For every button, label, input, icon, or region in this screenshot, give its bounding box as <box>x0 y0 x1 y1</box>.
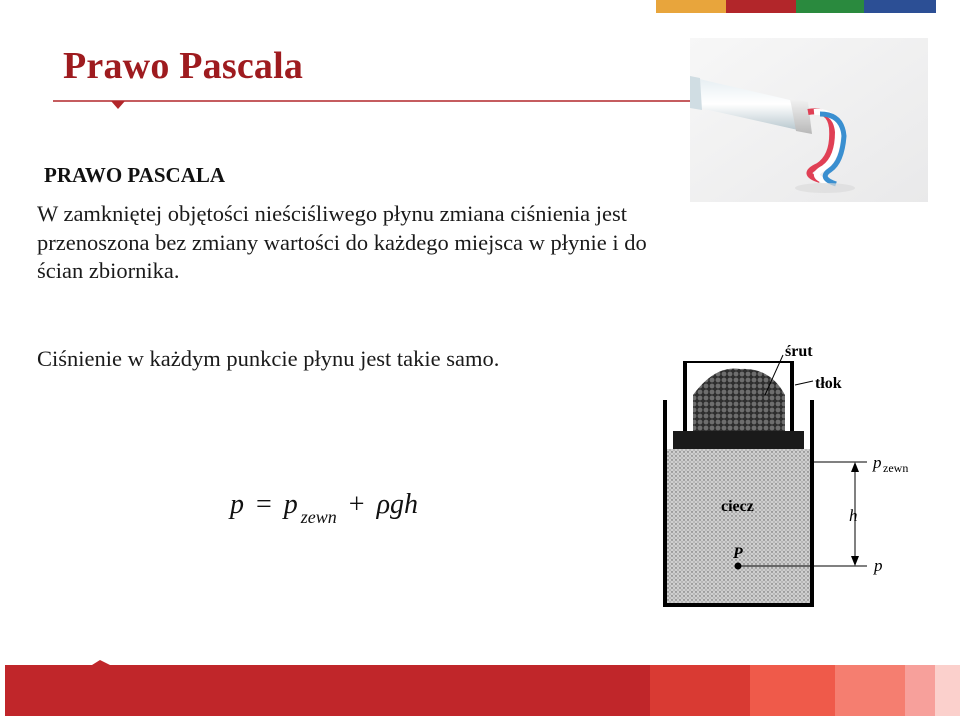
slide-title: Prawo Pascala <box>63 45 304 87</box>
liquid <box>667 449 810 603</box>
statement-paragraph: Ciśnienie w każdym punkcie płynu jest takie samo. <box>37 346 500 371</box>
stripe-red <box>726 0 796 13</box>
title-underline <box>53 95 693 115</box>
footer-band <box>0 660 960 716</box>
pressure-formula <box>230 489 419 527</box>
piston <box>673 431 804 449</box>
formula-subscript: zewn <box>300 507 337 527</box>
label-pext-sub: zewn <box>883 461 909 475</box>
formula-lhs: p <box>230 489 244 520</box>
top-accent-bar <box>656 0 936 13</box>
stripe-green <box>796 0 864 13</box>
footer-block-3 <box>835 665 905 716</box>
label-h: h <box>849 506 858 525</box>
footer-block-2 <box>750 665 835 716</box>
formula-plus: + <box>348 489 365 520</box>
label-pext: p <box>873 453 882 472</box>
label-p: p <box>874 556 883 575</box>
point-p <box>735 563 742 570</box>
formula-term1: p <box>283 489 298 520</box>
label-piston: tłok <box>815 375 842 392</box>
footer-dark-section <box>5 660 650 716</box>
stripe-orange <box>656 0 726 13</box>
shot-pile <box>693 369 785 431</box>
formula-equals: = <box>256 489 272 520</box>
subheading: PRAWO PASCALA <box>44 163 226 187</box>
label-liquid: ciecz <box>721 498 754 515</box>
top-accent-stripes <box>656 0 936 13</box>
pascal-diagram <box>655 335 935 615</box>
footer-block-4 <box>905 665 935 716</box>
stripe-blue <box>864 0 936 13</box>
formula-rho: ρ <box>376 489 391 520</box>
toothpaste-photo <box>690 38 928 202</box>
label-point-p: P <box>733 545 743 562</box>
definition-paragraph: W zamkniętej objętości nieściśliwego płynu zmiana ciśnienia jest przenoszona bez zmiany wartości do każdego miejsca w płynie i do ścian zbiornika. <box>37 201 647 283</box>
label-shot: śrut <box>785 343 813 360</box>
footer-block-5 <box>935 665 960 716</box>
formula-rest: gh <box>390 489 419 520</box>
footer-block-1 <box>650 665 750 716</box>
